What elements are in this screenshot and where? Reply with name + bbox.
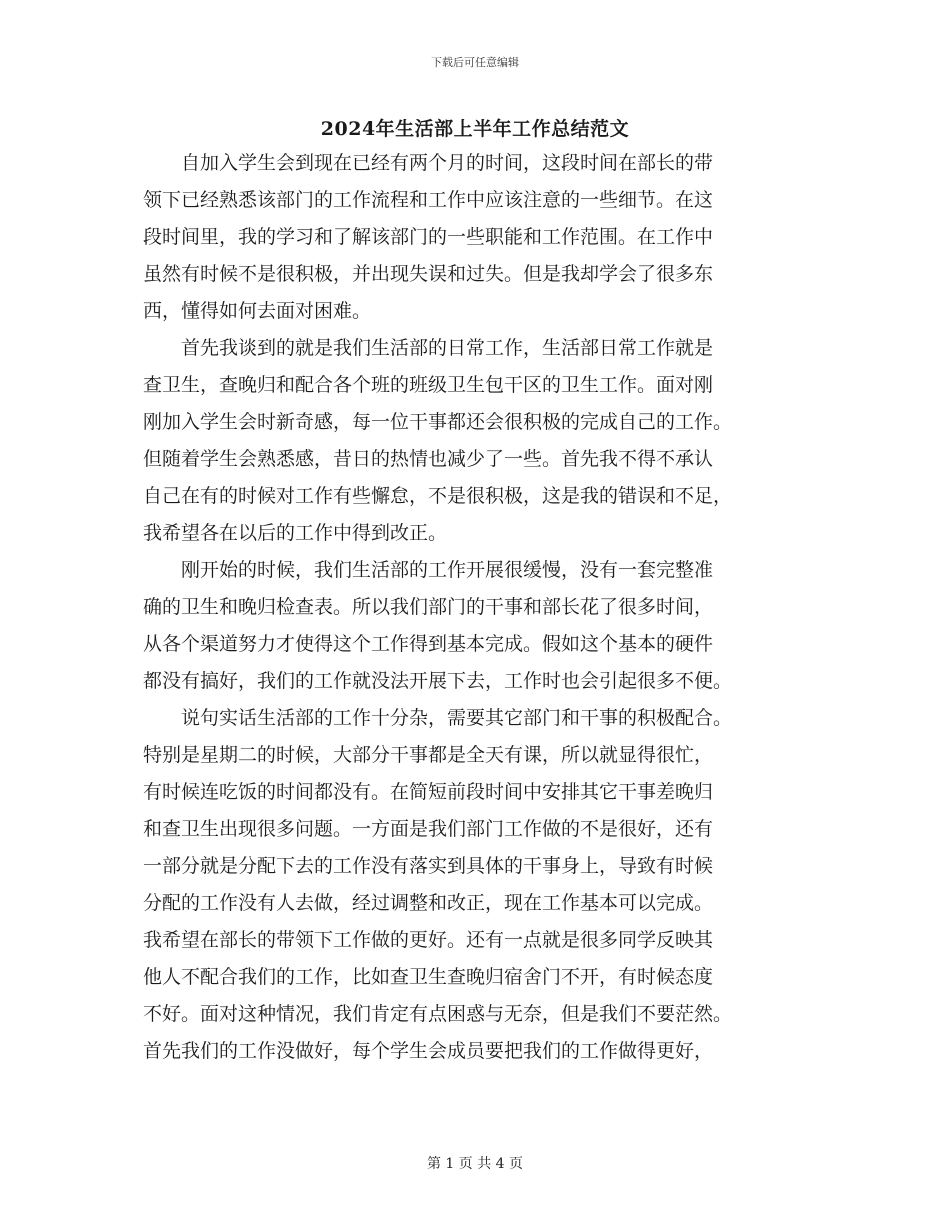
body-line: 我希望各在以后的工作中得到改正。 xyxy=(143,522,448,544)
body-line: 从各个渠道努力才使得这个工作得到基本完成。假如这个基本的硬件 xyxy=(143,633,714,655)
body-line: 西，懂得如何去面对困难。 xyxy=(143,300,372,322)
body-line: 有时候连吃饭的时间都没有。在简短前段时间中安排其它干事差晚归 xyxy=(143,781,714,803)
body-line: 我希望在部长的带领下工作做的更好。还有一点就是很多同学反映其 xyxy=(143,929,714,951)
body-line: 自加入学生会到现在已经有两个月的时间，这段时间在部长的带 xyxy=(143,152,714,174)
document-title: 2024年生活部上半年工作总结范文 xyxy=(320,118,630,140)
body-line: 刚开始的时候，我们生活部的工作开展很缓慢，没有一套完整准 xyxy=(143,559,714,581)
body-line: 但随着学生会熟悉感，昔日的热情也减少了一些。首先我不得不承认 xyxy=(143,448,714,470)
body-line: 分配的工作没有人去做，经过调整和改正，现在工作基本可以完成。 xyxy=(143,892,714,914)
page-footer-page-number: 第 1 页 共 4 页 xyxy=(426,1156,524,1172)
document-body xyxy=(143,145,813,1070)
body-line: 他人不配合我们的工作，比如查卫生查晚归宿舍门不开，有时候态度 xyxy=(143,966,714,988)
body-line: 首先我们的工作没做好，每个学生会成员要把我们的工作做得更好， xyxy=(143,1040,714,1062)
body-line: 首先我谈到的就是我们生活部的日常工作，生活部日常工作就是 xyxy=(143,337,714,359)
body-line: 虽然有时候不是很积极，并出现失误和过失。但是我却学会了很多东 xyxy=(143,263,714,285)
body-line: 都没有搞好，我们的工作就没法开展下去，工作时也会引起很多不便。 xyxy=(143,670,733,692)
page-header: 下载后可任意编辑 xyxy=(431,56,519,69)
body-line: 段时间里，我的学习和了解该部门的一些职能和工作范围。在工作中 xyxy=(143,226,714,248)
body-line: 领下已经熟悉该部门的工作流程和工作中应该注意的一些细节。在这 xyxy=(143,189,714,211)
body-line: 一部分就是分配下去的工作没有落实到具体的干事身上，导致有时候 xyxy=(143,855,714,877)
body-line: 刚加入学生会时新奇感，每一位干事都还会很积极的完成自己的工作。 xyxy=(143,411,733,433)
body-line: 确的卫生和晚归检查表。所以我们部门的干事和部长花了很多时间， xyxy=(143,596,714,618)
body-line: 自己在有的时候对工作有些懈怠，不是很积极，这是我的错误和不足， xyxy=(143,485,733,507)
body-line: 和查卫生出现很多问题。一方面是我们部门工作做的不是很好，还有 xyxy=(143,818,714,840)
body-line: 说句实话生活部的工作十分杂，需要其它部门和干事的积极配合。 xyxy=(143,707,733,729)
body-line: 特别是星期二的时候，大部分干事都是全天有课，所以就显得很忙， xyxy=(143,744,714,766)
body-line: 查卫生，查晚归和配合各个班的班级卫生包干区的卫生工作。面对刚 xyxy=(143,374,714,396)
body-line: 不好。面对这种情况，我们肯定有点困惑与无奈，但是我们不要茫然。 xyxy=(143,1003,733,1025)
